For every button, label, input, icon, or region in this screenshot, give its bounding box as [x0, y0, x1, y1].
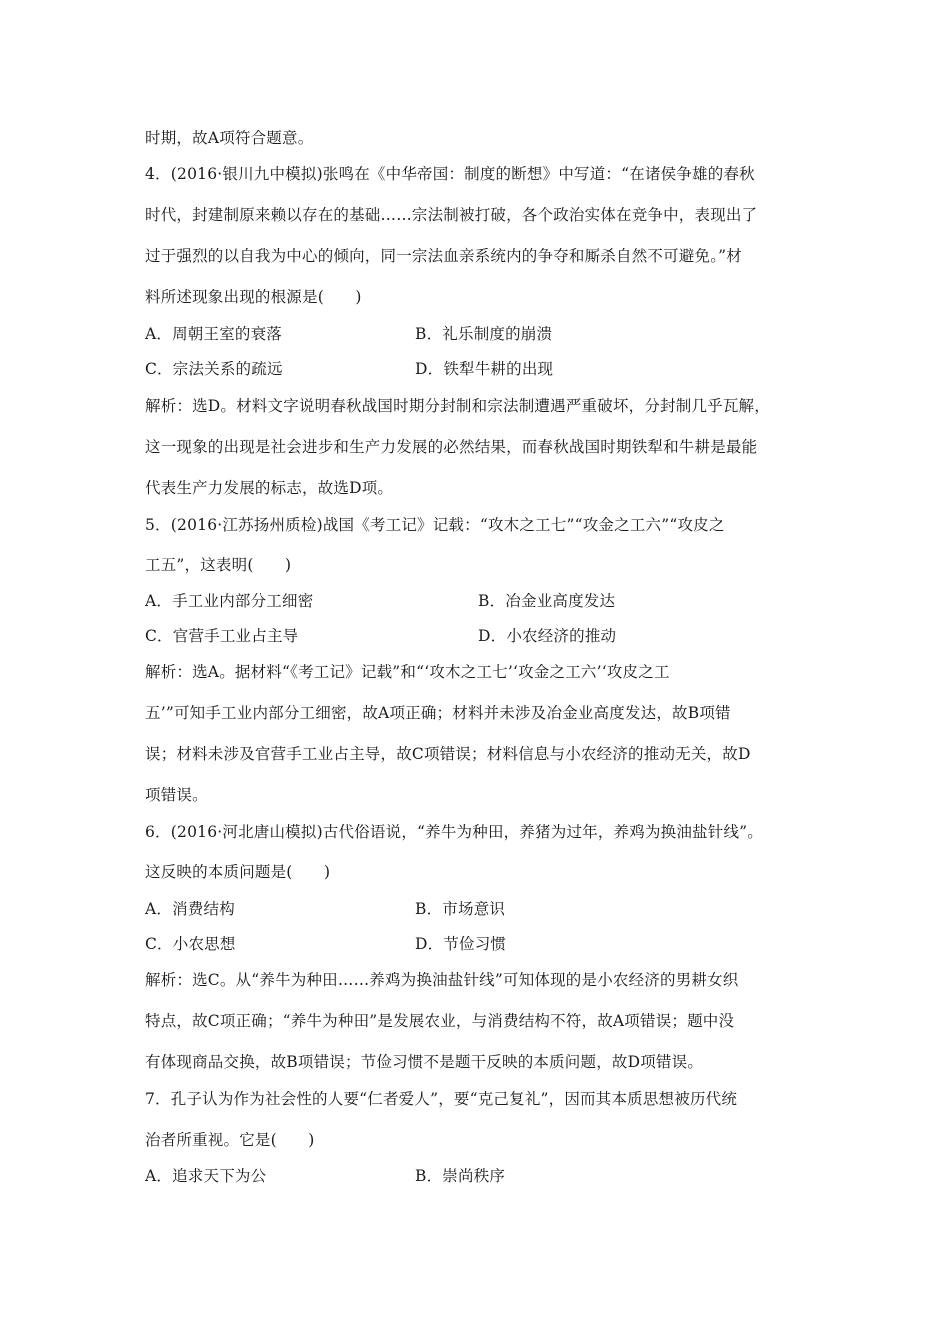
question-6-explanation: 特点，故C项正确；“养牛为种田”是发展农业，与消费结构不符，故A项错误；题中没	[145, 1012, 735, 1030]
question-6-option-b: B．市场意识	[415, 900, 506, 918]
question-5-explanation: 误；材料未涉及官营手工业占主导，故C项错误；材料信息与小农经济的推动无关，故D	[145, 745, 751, 763]
question-5-option-b: B．冶金业高度发达	[478, 592, 616, 610]
question-4-explanation: 代表生产力发展的标志，故选D项。	[145, 479, 394, 497]
question-4-explanation: 解析：选D。材料文字说明春秋战国时期分封制和宗法制遭遇严重破坏，分封制几乎瓦解，	[145, 397, 770, 415]
question-5-stem: 5．(2016·江苏扬州质检)战国《考工记》记载：“攻木之工七”“攻金之工六”“攻皮之	[145, 516, 725, 534]
question-5-option-c: C．官营手工业占主导	[145, 627, 299, 645]
question-4-stem: 时代，封建制原来赖以存在的基础……宗法制被打破，各个政治实体在竞争中，表现出了	[145, 206, 758, 224]
question-6-option-a: A．消费结构	[145, 900, 235, 918]
question-4-option-d: D．铁犁牛耕的出现	[415, 360, 554, 378]
question-5-explanation: 项错误。	[145, 786, 208, 804]
question-5-explanation: 五’”可知手工业内部分工细密，故A项正确；材料并未涉及冶金业高度发达，故B项错	[145, 704, 731, 722]
question-6-stem: 6．(2016·河北唐山模拟)古代俗语说，“养牛为种田，养猪为过年，养鸡为换油盐针线”。	[145, 823, 763, 841]
question-6-option-d: D．节俭习惯	[415, 935, 507, 953]
question-4-option-c: C．宗法关系的疏远	[145, 360, 283, 378]
text-line: 时期，故A项符合题意。	[145, 129, 314, 147]
question-4-explanation: 这一现象的出现是社会进步和生产力发展的必然结果，而春秋战国时期铁犁和牛耕是最能	[145, 438, 758, 456]
question-6-explanation: 解析：选C。从“养牛为种田……养鸡为换油盐针线”可知体现的是小农经济的男耕女织	[145, 971, 739, 989]
question-7-option-a: A．追求天下为公	[145, 1167, 267, 1185]
question-6-explanation: 有体现商品交换，故B项错误；节俭习惯不是题干反映的本质问题，故D项错误。	[145, 1053, 704, 1071]
question-7-stem: 治者所重视。它是( )	[145, 1131, 315, 1149]
question-6-stem: 这反映的本质问题是( )	[145, 863, 331, 881]
question-5-option-d: D．小农经济的推动	[478, 627, 617, 645]
question-7-stem: 7．孔子认为作为社会性的人要“仁者爱人”，要“克己复礼”，因而其本质思想被历代统	[145, 1090, 738, 1108]
question-4-stem: 4．(2016·银川九中模拟)张鸣在《中华帝国：制度的断想》中写道：“在诸侯争雄的春秋	[145, 165, 755, 183]
question-5-stem: 工五”，这表明( )	[145, 556, 292, 574]
question-4-option-b: B．礼乐制度的崩溃	[415, 325, 553, 343]
question-7-option-b: B．崇尚秩序	[415, 1167, 506, 1185]
question-5-option-a: A．手工业内部分工细密	[145, 592, 314, 610]
question-6-option-c: C．小农思想	[145, 935, 236, 953]
question-4-stem: 料所述现象出现的根源是( )	[145, 288, 362, 306]
question-4-option-a: A．周朝王室的衰落	[145, 325, 282, 343]
question-5-explanation: 解析：选A。据材料“《考工记》记载”和“‘攻木之工七’‘攻金之工六’‘攻皮之工	[145, 663, 670, 681]
question-4-stem: 过于强烈的以自我为中心的倾向，同一宗法血亲系统内的争夺和厮杀自然不可避免。”材	[145, 247, 742, 265]
